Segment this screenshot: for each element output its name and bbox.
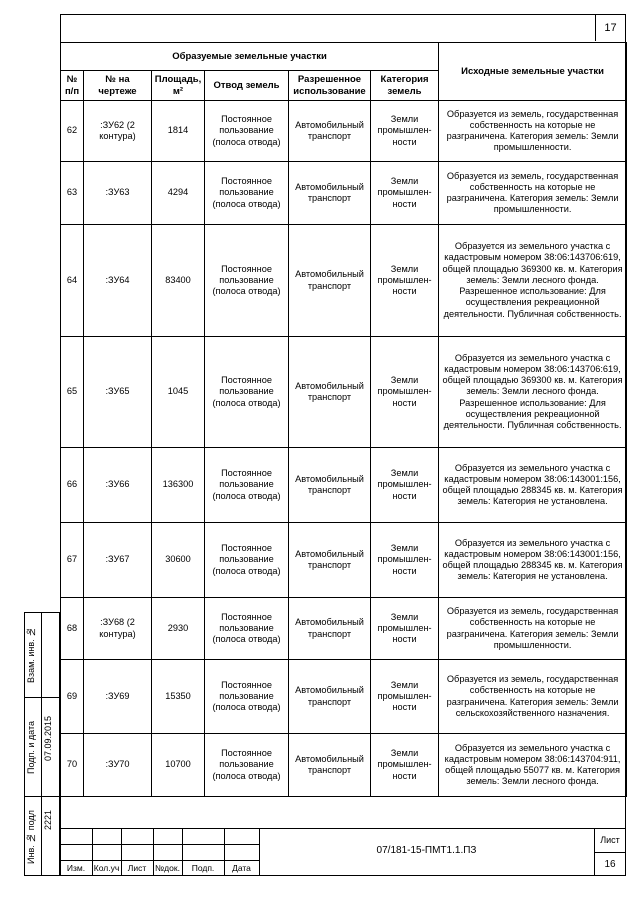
tb-row-line — [60, 860, 260, 861]
cell-num: 62 — [61, 101, 84, 162]
side-cell-vzam-value — [41, 612, 60, 698]
cell-num: 64 — [61, 225, 84, 337]
cell-otvod: Постоянное пользование (полоса отвода) — [205, 523, 289, 598]
col-header: № на чертеже — [84, 71, 152, 101]
cell-use: Автомобильный транспорт — [289, 101, 371, 162]
cell-num: 66 — [61, 448, 84, 523]
cell-source: Образуется из земельного участка с кадастровым номером 38:06:143704:911, общей площадью 55077 кв. м. Категория земель: Земли лесного фонда. — [439, 734, 627, 797]
cell-category: Земли промышлен-ности — [371, 523, 439, 598]
tb-label-izm: Изм. — [66, 863, 86, 873]
table-row — [61, 660, 627, 734]
table-row — [61, 225, 627, 337]
table-row — [61, 734, 627, 797]
cell-category: Земли промышлен-ности — [371, 162, 439, 225]
tb-label-list: Лист — [127, 863, 147, 873]
land-plots-table — [60, 42, 627, 797]
col-header: Площадь, м² — [152, 71, 205, 101]
cell-num: 68 — [61, 598, 84, 660]
cell-use: Автомобильный транспорт — [289, 162, 371, 225]
cell-otvod: Постоянное пользование (полоса отвода) — [205, 225, 289, 337]
cell-num: 63 — [61, 162, 84, 225]
cell-use: Автомобильный транспорт — [289, 660, 371, 734]
cell-use: Автомобильный транспорт — [289, 598, 371, 660]
group-header: Образуемые земельные участки — [61, 43, 439, 71]
cell-num: 69 — [61, 660, 84, 734]
cell-otvod: Постоянное пользование (полоса отвода) — [205, 448, 289, 523]
cell-source: Образуется из земель, государственная собственность на которые не разграничена. Категория земель: Земли промышленности. — [439, 162, 627, 225]
vzam-inv-label: Взам. инв. № — [26, 626, 36, 684]
cell-id: :ЗУ70 — [84, 734, 152, 797]
tb-label-ndok: №док. — [155, 863, 180, 873]
tb-label-podp: Подп. — [191, 863, 215, 873]
cell-category: Земли промышлен-ности — [371, 660, 439, 734]
inv-number: 2221 — [43, 809, 53, 831]
cell-id: :ЗУ63 — [84, 162, 152, 225]
cell-source: Образуется из земельного участка с кадастровым номером 38:06:143706:619, общей площадью 369300 кв. м. Категория земель: Земли лесного фонда. Разрешенное использование: Для осуществления рекреационной деятельности. Публичная собственность. — [439, 337, 627, 448]
cell-otvod: Постоянное пользование (полоса отвода) — [205, 337, 289, 448]
tb-label-koluch: Кол.уч — [93, 863, 120, 873]
cell-source: Образуется из земельного участка с кадастровым номером 38:06:143001:156, общей площадью 288345 кв. м. Категория земель: Категория не установлена. — [439, 448, 627, 523]
list-number: 16 — [604, 859, 616, 870]
cell-use: Автомобильный транспорт — [289, 523, 371, 598]
source-header: Исходные земельные участки — [439, 43, 627, 101]
top-sheet-number: 17 — [604, 21, 617, 34]
tb-list-line — [594, 852, 626, 853]
cell-otvod: Постоянное пользование (полоса отвода) — [205, 598, 289, 660]
cell-id: :ЗУ62 (2 контура) — [84, 101, 152, 162]
cell-use: Автомобильный транспорт — [289, 448, 371, 523]
inv-podl-label: Инв. № подл — [26, 810, 36, 864]
cell-area: 136300 — [152, 448, 205, 523]
cell-category: Земли промышлен-ности — [371, 448, 439, 523]
cell-num: 65 — [61, 337, 84, 448]
cell-source: Образуется из земельного участка с кадастровым номером 38:06:143706:619, общей площадью 369300 кв. м. Категория земель: Земли лесного фонда. Разрешенное использование: Для осуществления рекреационной деятельности. Публичная собственность. — [439, 225, 627, 337]
cell-source: Образуется из земель, государственная собственность на которые не разграничена. Категория земель: Земли сельскохозяйственного назначения. — [439, 660, 627, 734]
tb-row-line — [60, 844, 260, 845]
cell-source: Образуется из земель, государственная собственность на которые не разграничена. Категория земель: Земли промышленности. — [439, 101, 627, 162]
table-row — [61, 101, 627, 162]
cell-area: 83400 — [152, 225, 205, 337]
cell-otvod: Постоянное пользование (полоса отвода) — [205, 734, 289, 797]
table-row — [61, 337, 627, 448]
col-header: Разрешенное использование — [289, 71, 371, 101]
tb-top-line — [60, 828, 626, 829]
cell-source: Образуется из земельного участка с кадастровым номером 38:06:143001:156, общей площадью 288345 кв. м. Категория земель: Категория не установлена. — [439, 523, 627, 598]
cell-id: :ЗУ68 (2 контура) — [84, 598, 152, 660]
cell-use: Автомобильный транспорт — [289, 225, 371, 337]
cell-category: Земли промышлен-ности — [371, 101, 439, 162]
cell-id: :ЗУ67 — [84, 523, 152, 598]
cell-area: 1814 — [152, 101, 205, 162]
cell-otvod: Постоянное пользование (полоса отвода) — [205, 162, 289, 225]
list-label: Лист — [600, 835, 620, 845]
cell-num: 70 — [61, 734, 84, 797]
col-header: Отвод земель — [205, 71, 289, 101]
cell-otvod: Постоянное пользование (полоса отвода) — [205, 101, 289, 162]
cell-area: 30600 — [152, 523, 205, 598]
cell-otvod: Постоянное пользование (полоса отвода) — [205, 660, 289, 734]
cell-area: 1045 — [152, 337, 205, 448]
podp-data-label: Подп. и дата — [26, 720, 36, 774]
cell-id: :ЗУ65 — [84, 337, 152, 448]
tb-label-data: Дата — [232, 863, 251, 873]
cell-area: 15350 — [152, 660, 205, 734]
cell-id: :ЗУ69 — [84, 660, 152, 734]
cell-source: Образуется из земель, государственная собственность на которые не разграничена. Категория земель: Земли промышленности. — [439, 598, 627, 660]
cell-category: Земли промышлен-ности — [371, 337, 439, 448]
cell-category: Земли промышлен-ности — [371, 598, 439, 660]
table-row — [61, 162, 627, 225]
cell-category: Земли промышлен-ности — [371, 225, 439, 337]
col-header: Категория земель — [371, 71, 439, 101]
doc-code: 07/181-15-ПМТ1.1.ПЗ — [376, 845, 477, 856]
cell-use: Автомобильный транспорт — [289, 337, 371, 448]
cell-category: Земли промышлен-ности — [371, 734, 439, 797]
cell-id: :ЗУ66 — [84, 448, 152, 523]
cell-use: Автомобильный транспорт — [289, 734, 371, 797]
table-row — [61, 598, 627, 660]
col-header: № п/п — [61, 71, 84, 101]
table-row — [61, 523, 627, 598]
cell-area: 4294 — [152, 162, 205, 225]
sign-date: 07.09.2015 — [43, 715, 53, 761]
cell-num: 67 — [61, 523, 84, 598]
cell-area: 10700 — [152, 734, 205, 797]
table-row — [61, 448, 627, 523]
title-block — [60, 828, 626, 876]
cell-id: :ЗУ64 — [84, 225, 152, 337]
side-stamp — [24, 612, 60, 876]
cell-area: 2930 — [152, 598, 205, 660]
